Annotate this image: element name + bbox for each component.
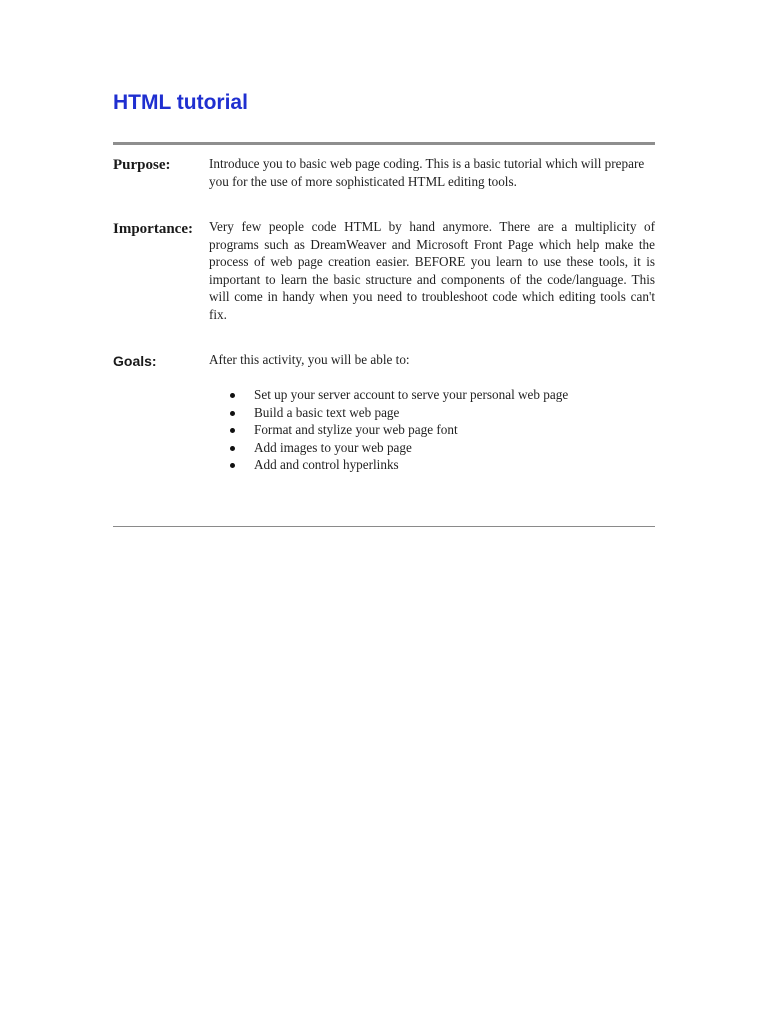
list-item xyxy=(209,404,655,422)
list-item xyxy=(209,456,655,474)
list-item-text: Add and control hyperlinks xyxy=(254,457,399,472)
bullet-icon xyxy=(230,393,235,398)
importance-label: Importance: xyxy=(113,221,193,237)
list-item xyxy=(209,421,655,439)
bottom-divider xyxy=(113,526,655,527)
list-item-text: Build a basic text web page xyxy=(254,404,400,420)
bullet-icon xyxy=(230,428,235,433)
top-divider xyxy=(113,142,655,145)
list-item xyxy=(209,386,655,404)
importance-text: Very few people code HTML by hand anymore. There are a multiplicity of programs such as DreamWeaver and Microsoft Front Page which help make the process of web page creation easier. BEFORE you learn to use these tools, it is important to learn the basic structure and components of the code/language. This will come in handy when you need to troubleshoot code which editing tools can't fix. xyxy=(209,219,655,322)
goals-list xyxy=(209,386,655,474)
document-title: HTML tutorial xyxy=(113,91,248,114)
list-item-text: Format and stylize your web page font xyxy=(254,422,458,437)
list-item-text: Set up your server account to serve your personal web page xyxy=(254,387,569,402)
goals-intro: After this activity, you will be able to: xyxy=(209,352,410,367)
purpose-text: Introduce you to basic web page coding. This is a basic tutorial which will prepare you for the use of more sophisticated HTML editing tools. xyxy=(209,156,645,189)
bullet-icon xyxy=(230,446,235,451)
list-item xyxy=(209,439,655,457)
bullet-icon xyxy=(230,463,235,468)
goals-label: Goals: xyxy=(113,353,157,369)
bullet-icon xyxy=(230,411,235,416)
list-item-text: Add images to your web page xyxy=(254,439,412,455)
purpose-label: Purpose: xyxy=(113,157,171,173)
